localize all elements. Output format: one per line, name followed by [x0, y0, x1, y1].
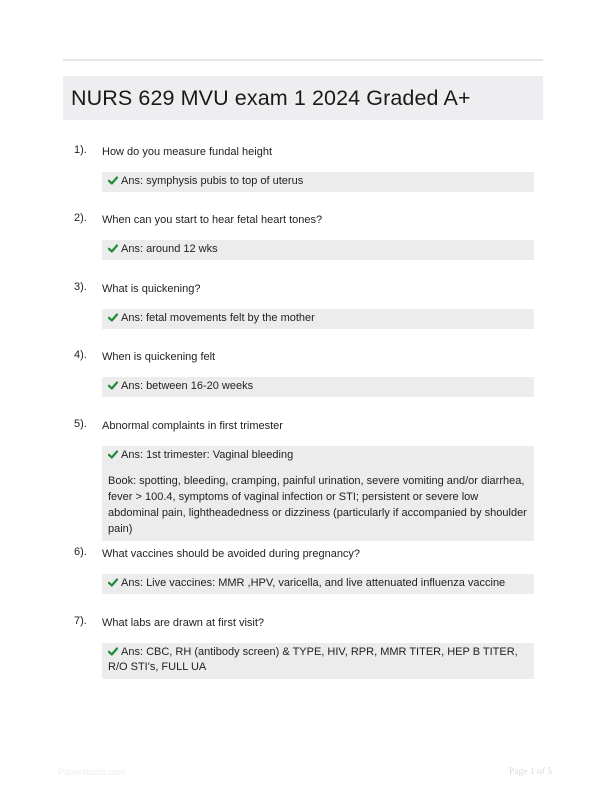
check-icon — [108, 381, 118, 390]
question-item-3 — [74, 281, 536, 329]
footer-watermark: Paperstudio.com — [58, 767, 126, 777]
check-icon — [108, 313, 118, 322]
question-number: 5). — [74, 418, 87, 430]
answer-text: Ans: symphysis pubis to top of uterus — [121, 175, 304, 187]
answer-box — [102, 377, 534, 397]
question-text: What is quickening? — [102, 283, 201, 295]
answer-text: Ans: Live vaccines: MMR ,HPV, varicella, and live attenuated influenza vaccine — [121, 577, 506, 589]
answer-box — [102, 643, 534, 679]
check-icon — [108, 176, 118, 185]
answer-box — [102, 240, 534, 260]
question-text: How do you measure fundal height — [102, 146, 272, 158]
answer-box — [102, 574, 534, 594]
answer-text: Ans: CBC, RH (antibody screen) & TYPE, HIV, RPR, MMR TITER, HEP B TITER, R/O STI's, FULL UA — [108, 646, 518, 673]
answer-text: Ans: around 12 wks — [121, 243, 218, 255]
question-item-1 — [74, 144, 536, 192]
question-number: 1). — [74, 144, 87, 156]
answer-text: Ans: 1st trimester: Vaginal bleeding — [121, 449, 294, 461]
page-title: NURS 629 MVU exam 1 2024 Graded A+ — [71, 85, 471, 110]
question-text: What vaccines should be avoided during pregnancy? — [102, 548, 361, 560]
question-number: 6). — [74, 546, 87, 558]
check-icon — [108, 244, 118, 253]
question-number: 7). — [74, 615, 87, 627]
check-icon — [108, 450, 118, 459]
question-item-5 — [74, 418, 536, 541]
top-divider — [63, 59, 543, 61]
question-text: When can you start to hear fetal heart tones? — [102, 214, 323, 226]
answer-box — [102, 172, 534, 192]
question-text: What labs are drawn at first visit? — [102, 617, 265, 629]
question-text: Abnormal complaints in first trimester — [102, 420, 283, 432]
answer-box — [102, 309, 534, 329]
question-item-6 — [74, 546, 536, 594]
question-item-2 — [74, 212, 536, 260]
answer-text: Ans: fetal movements felt by the mother — [121, 312, 315, 324]
question-item-7 — [74, 615, 536, 679]
question-number: 4). — [74, 349, 87, 361]
question-text: When is quickening felt — [102, 351, 216, 363]
answer-detail-text: Book: spotting, bleeding, cramping, painful urination, severe vomiting and/or diarrhea, fever > 100.4, symptoms of vaginal infection or STI; persistent or severe low abdominal pain, lightheadedness or dizziness (particularly if accompanied by shoulder pain) — [108, 475, 527, 535]
answer-text: Ans: between 16-20 weeks — [121, 380, 254, 392]
title-banner — [63, 76, 543, 120]
question-number: 3). — [74, 281, 87, 293]
answer-box — [102, 446, 534, 541]
check-icon — [108, 578, 118, 587]
page-number-label: Page 1 of 5 — [509, 767, 553, 777]
question-item-4 — [74, 349, 536, 397]
check-icon — [108, 647, 118, 656]
question-number: 2). — [74, 212, 87, 224]
